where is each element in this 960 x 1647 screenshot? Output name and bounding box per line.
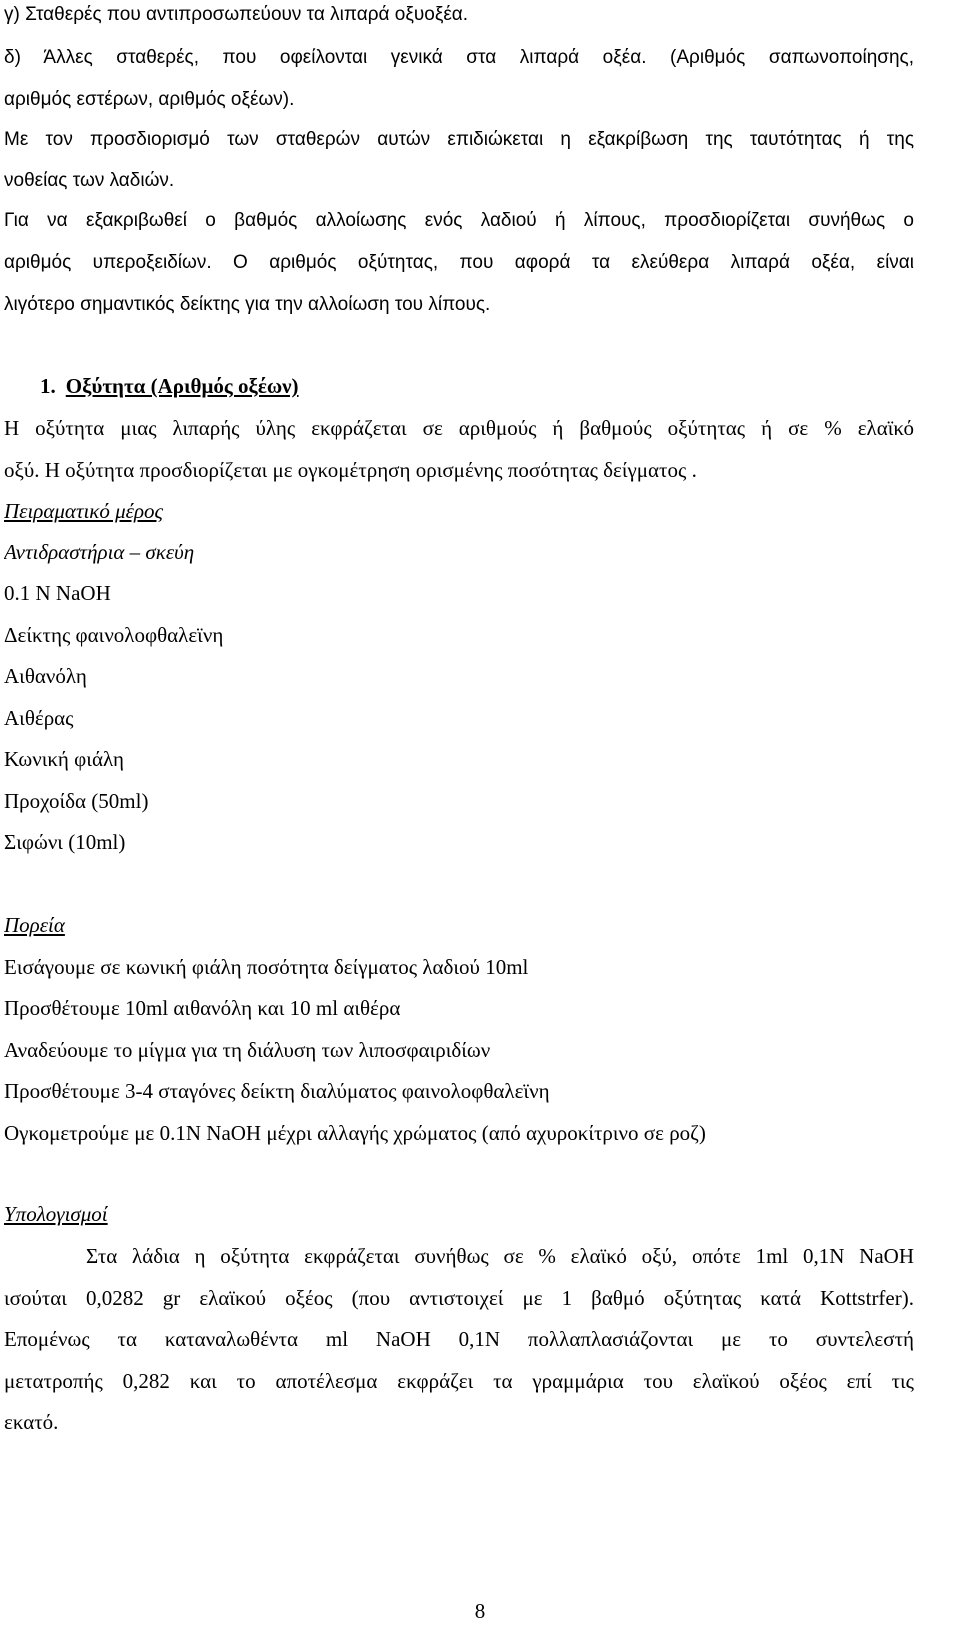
- calculations-heading: Υπολογισμοί: [4, 1202, 108, 1226]
- paragraph2-line1: Για να εξακριβωθεί ο βαθμός αλλοίωσης ενός λαδιού ή λίπους, προσδιορίζεται συνήθως ο: [4, 210, 914, 231]
- calculations-line2: ισούται 0,0282 gr ελαϊκού οξέος (που αντιστοιχεί με 1 βαθμό οξύτητας κατά Kottstrfer).: [4, 1286, 914, 1310]
- reagents-subheading: Αντιδραστήρια – σκεύη: [4, 540, 195, 564]
- section-desc-line2: οξύ. Η οξύτητα προσδιορίζεται με ογκομέτρηση ορισμένης ποσότητας δείγματος .: [4, 458, 697, 482]
- procedure-step: Προσθέτουμε 3-4 σταγόνες δείκτη διαλύματος φαινολοφθαλεϊνη: [4, 1079, 550, 1103]
- paragraph1-line2: νοθείας των λαδιών.: [4, 170, 175, 191]
- calculations-line1: Στα λάδια η οξύτητα εκφράζεται συνήθως σε % ελαϊκό οξύ, οπότε 1ml 0,1N NaOH: [86, 1244, 914, 1268]
- reagent-item: Αιθανόλη: [4, 664, 87, 688]
- reagent-item: Σιφώνι (10ml): [4, 830, 126, 854]
- reagent-item: Προχοίδα (50ml): [4, 789, 149, 813]
- item-d-line2: αριθμός εστέρων, αριθμός οξέων).: [4, 89, 295, 110]
- item-c: γ) Σταθερές που αντιπροσωπεύουν τα λιπαρά οξυοξέα.: [4, 4, 469, 25]
- procedure-step: Αναδεύουμε το μίγμα για τη διάλυση των λιποσφαιριδίων: [4, 1038, 491, 1062]
- calculations-line3: Επομένως τα καταναλωθέντα ml NaOH 0,1N πολλαπλασιάζονται με το συντελεστή: [4, 1327, 914, 1351]
- procedure-step: Προσθέτουμε 10ml αιθανόλη και 10 ml αιθέρα: [4, 996, 401, 1020]
- calculations-line5: εκατό.: [4, 1410, 59, 1434]
- reagent-item: Αιθέρας: [4, 706, 74, 730]
- reagent-item: 0.1 N NaOH: [4, 581, 111, 605]
- page-number: 8: [474, 1599, 486, 1623]
- item-d-line1: δ) Άλλες σταθερές, που οφείλονται γενικά στα λιπαρά οξέα. (Αριθμός σαπωνοποίησης,: [4, 47, 914, 68]
- procedure-heading: Πορεία: [4, 913, 65, 937]
- procedure-step: Εισάγουμε σε κωνική φιάλη ποσότητα δείγματος λαδιού 10ml: [4, 955, 529, 979]
- calculations-line4: μετατροπής 0,282 και το αποτέλεσμα εκφράζει τα γραμμάρια του ελαϊκού οξέος επί τις: [4, 1369, 914, 1393]
- section-heading: [4, 371, 914, 401]
- section-desc-line1: Η οξύτητα μιας λιπαρής ύλης εκφράζεται σε αριθμούς ή βαθμούς οξύτητας ή σε % ελαϊκό: [4, 416, 914, 440]
- reagent-item: Κωνική φιάλη: [4, 747, 124, 771]
- paragraph2-line2: αριθμός υπεροξειδίων. Ο αριθμός οξύτητας, που αφορά τα ελεύθερα λιπαρά οξέα, είναι: [4, 252, 914, 273]
- paragraph1-line1: Με τον προσδιορισμό των σταθερών αυτών επιδιώκεται η εξακρίβωση της ταυτότητας ή της: [4, 129, 914, 150]
- paragraph2-line3: λιγότερο σημαντικός δείκτης για την αλλοίωση του λίπους.: [4, 294, 491, 315]
- section-number: 1.: [40, 374, 56, 398]
- experimental-heading: Πειραματικό μέρος: [4, 499, 164, 523]
- section-title: Οξύτητα (Αριθμός οξέων): [65, 374, 299, 398]
- procedure-step: Ογκομετρούμε με 0.1N NaOH μέχρι αλλαγής χρώματος (από αχυροκίτρινο σε ροζ): [4, 1121, 706, 1145]
- reagent-item: Δείκτης φαινολοφθαλεϊνη: [4, 623, 224, 647]
